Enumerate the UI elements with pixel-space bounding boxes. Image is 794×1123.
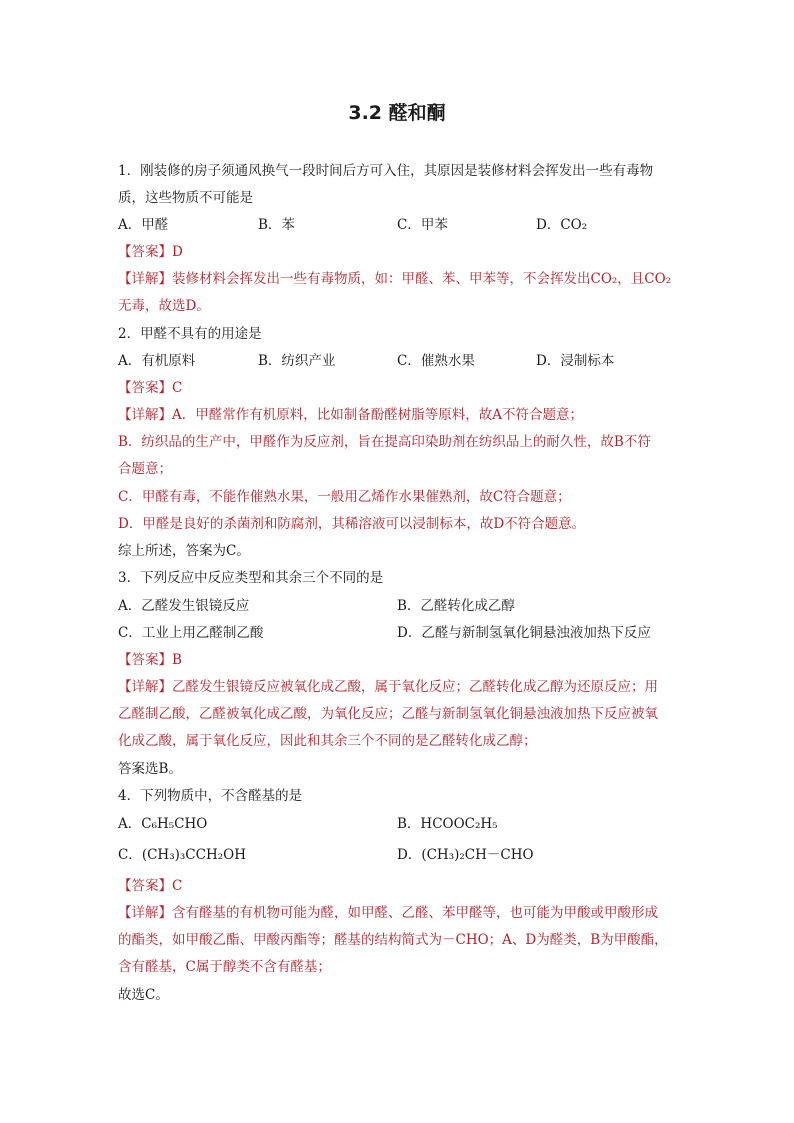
q2-summary: 综上所述，答案为C。 <box>118 543 250 559</box>
q1-detail-line-2: 无毒，故选D。 <box>118 298 210 314</box>
q2-stem: 2．甲醛不具有的用途是 <box>118 326 262 342</box>
q4-summary: 故选C。 <box>118 987 169 1003</box>
q2-option-a: A．有机原料 <box>118 353 196 369</box>
q4-option-c: C．(CH₃)₃CCH₂OH <box>118 847 246 863</box>
q3-detail-line-3: 化成乙酸，属于氧化反应，因此和其余三个不同的是乙醛转化成乙醇； <box>118 733 537 749</box>
q2-detail-line-2: B．纺织品的生产中，甲醛作为反应剂，旨在提高印染助剂在纺织品上的耐久性，故B不符 <box>118 434 651 450</box>
q3-stem: 3．下列反应中反应类型和其余三个不同的是 <box>118 570 384 586</box>
q3-summary: 答案选B。 <box>118 761 182 777</box>
q3-detail-line-1: 【详解】乙醛发生银镜反应被氧化成乙酸，属于氧化反应；乙醛转化成乙醇为还原反应；用 <box>118 679 658 695</box>
q3-option-b: B．乙醛转化成乙醇 <box>397 598 515 614</box>
page-title: 3.2 醛和酮 <box>348 102 446 124</box>
q1-option-d: D．CO₂ <box>536 217 588 233</box>
q1-option-a: A．甲醛 <box>118 217 169 233</box>
q3-option-a: A．乙醛发生银镜反应 <box>118 598 250 614</box>
q1-stem-line-1: 1．刚装修的房子须通风换气一段时间后方可入住，其原因是装修材料会挥发出一些有毒物 <box>118 163 654 179</box>
q2-option-b: B．纺织产业 <box>258 353 336 369</box>
q4-detail-line-1: 【详解】含有醛基的有机物可能为醛，如甲醛、乙醛、苯甲醛等，也可能为甲酸或甲酸形成 <box>118 905 658 921</box>
q2-detail-line-1: 【详解】A．甲醛常作有机原料，比如制备酚醛树脂等原料，故A不符合题意； <box>118 407 583 423</box>
q4-detail-line-2: 的酯类，如甲酸乙酯、甲酸丙酯等；醛基的结构简式为－CHO；A、D为醛类，B为甲酸酯， <box>118 932 668 948</box>
q1-option-c: C．甲苯 <box>397 217 448 233</box>
q1-option-b: B．苯 <box>258 217 295 233</box>
q4-stem: 4．下列物质中，不含醛基的是 <box>118 788 303 804</box>
q1-answer: 【答案】D <box>118 244 183 260</box>
q2-detail-line-5: D．甲醛是良好的杀菌剂和防腐剂，其稀溶液可以浸制标本，故D不符合题意。 <box>118 516 586 532</box>
q2-answer: 【答案】C <box>118 380 183 396</box>
q3-option-d: D．乙醛与新制氢氧化铜悬浊液加热下反应 <box>397 625 651 641</box>
q3-option-c: C．工业上用乙醛制乙酸 <box>118 625 264 641</box>
q3-answer: 【答案】B <box>118 652 182 668</box>
q3-detail-line-2: 乙醛制乙酸，乙醛被氧化成乙酸，为氧化反应；乙醛与新制氢氧化铜悬浊液加热下反应被氧 <box>118 706 658 722</box>
q4-detail-line-3: 含有醛基，C属于醇类不含有醛基； <box>118 959 331 975</box>
q1-stem-line-2: 质，这些物质不可能是 <box>118 190 253 206</box>
q2-option-d: D．浸制标本 <box>536 353 615 369</box>
q4-option-d: D．(CH₃)₂CH－CHO <box>397 847 534 863</box>
q4-option-b: B．HCOOC₂H₅ <box>397 816 498 832</box>
q2-option-c: C．催熟水果 <box>397 353 475 369</box>
q2-detail-line-3: 合题意； <box>118 461 172 477</box>
q4-answer: 【答案】C <box>118 878 183 894</box>
q1-detail-line-1: 【详解】装修材料会挥发出一些有毒物质，如：甲醛、苯、甲苯等，不会挥发出CO₂，且CO₂ <box>118 271 672 287</box>
q2-detail-line-4: C．甲醛有毒，不能作催熟水果，一般用乙烯作水果催熟剂，故C符合题意； <box>118 489 571 505</box>
q4-option-a: A．C₆H₅CHO <box>118 816 208 832</box>
